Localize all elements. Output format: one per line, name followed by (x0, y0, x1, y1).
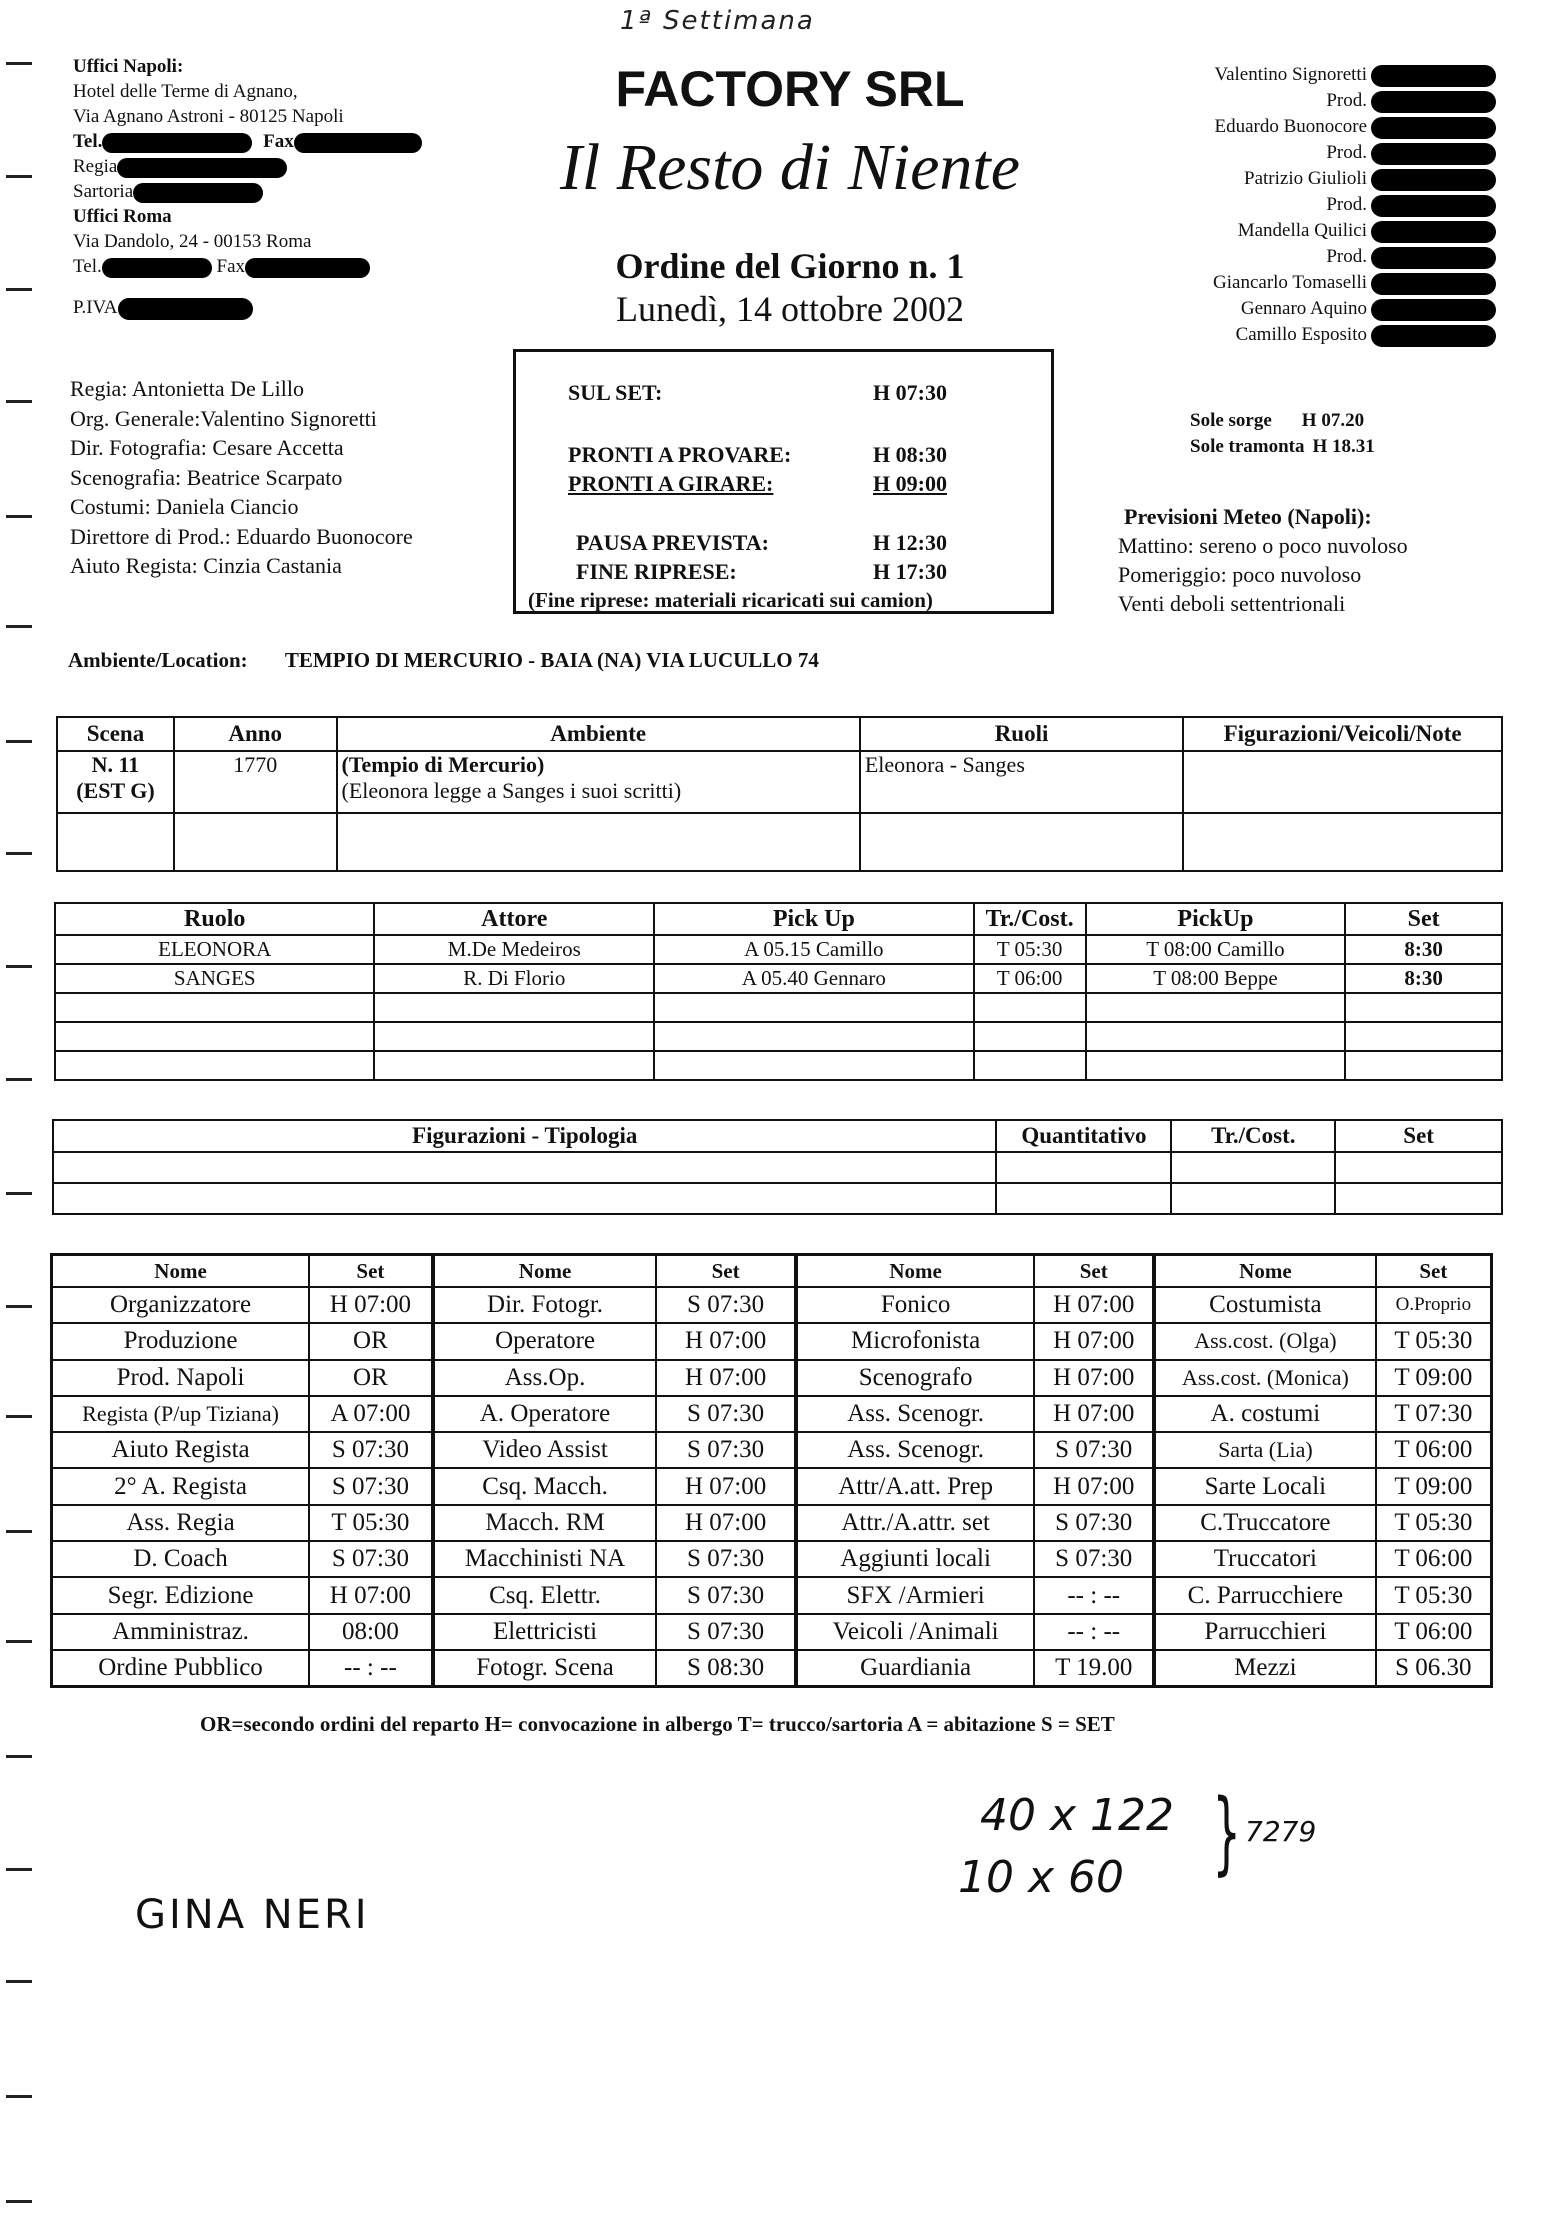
film-title: Il Resto di Niente (559, 131, 1021, 204)
year-cell: 1770 (174, 751, 337, 813)
crew-role-cell: Scenografo (796, 1360, 1034, 1396)
producers-contacts (1213, 62, 1496, 348)
cast-set-time: 8:30 (1345, 964, 1502, 993)
tel-label: Tel. (73, 256, 102, 277)
weather-afternoon: Pomeriggio: poco nuvoloso (1118, 562, 1362, 587)
roma-office-label: Uffici Roma (73, 206, 172, 227)
crew-call-time-cell: T 09:00 (1376, 1468, 1492, 1504)
column-header: Nome (52, 1255, 310, 1288)
handwritten-name: GINA NERI (135, 1892, 370, 1938)
cast-pickup: A 05.15 Camillo (654, 935, 974, 964)
sunrise-value: H 07.20 (1301, 410, 1365, 431)
column-header: Pick Up (654, 903, 974, 935)
column-header: Figurazioni - Tipologia (53, 1120, 996, 1152)
crew-call-time-cell: H 07:00 (656, 1360, 796, 1396)
crew-line: Aiuto Regista: Cinzia Castania (70, 553, 342, 578)
column-header: Tr./Cost. (1171, 1120, 1335, 1152)
table-row (52, 1287, 1492, 1323)
crew-role-cell: Macch. RM (433, 1505, 657, 1541)
crew-call-time-cell: OR (309, 1323, 433, 1359)
crew-call-time-cell: OR (309, 1360, 433, 1396)
redaction-bar (1371, 117, 1496, 139)
table-row (55, 964, 1502, 993)
table-row (52, 1360, 1492, 1396)
crew-line: Dir. Fotografia: Cesare Accetta (70, 435, 344, 460)
crew-line: Regia: Antonietta De Lillo (70, 376, 305, 401)
sunset-value: H 18.31 (1312, 436, 1375, 457)
cast-actor: M.De Medeiros (374, 935, 654, 964)
handwritten-brace-icon: } (1212, 1780, 1241, 1885)
wrap-note: (Fine riprese: materiali ricaricati sui camion) (528, 588, 933, 612)
key-crew-list (70, 374, 413, 581)
redaction-bar (245, 258, 370, 278)
contact-role: Prod. (1326, 90, 1367, 111)
crew-role-cell: Microfonista (796, 1323, 1034, 1359)
column-header: Tr./Cost. (974, 903, 1086, 935)
hotel-line: Hotel delle Terme di Agnano, (73, 81, 298, 102)
crew-call-time-cell: T 05:30 (1376, 1505, 1492, 1541)
crew-role-cell: Video Assist (433, 1432, 657, 1468)
time-value: H 12:30 (873, 530, 947, 555)
crew-call-time-cell: S 07:30 (656, 1287, 796, 1323)
crew-call-time-cell: S 07:30 (656, 1614, 796, 1650)
crew-role-cell: Aggiunti locali (796, 1541, 1034, 1577)
crew-line: Scenografia: Beatrice Scarpato (70, 464, 343, 490)
crew-role-cell: A. Operatore (433, 1396, 657, 1432)
crew-role-cell: Operatore (433, 1323, 657, 1359)
crew-call-time-cell: -- : -- (1034, 1577, 1154, 1613)
crew-call-time-cell: T 05:30 (309, 1505, 433, 1541)
location-line (68, 648, 819, 673)
crew-call-time-cell: S 07:30 (1034, 1432, 1154, 1468)
table-row (57, 813, 1502, 871)
table-row (55, 1022, 1502, 1051)
crew-role-cell: Amministraz. (52, 1614, 310, 1650)
column-header: Set (1376, 1255, 1492, 1288)
handwritten-top-note: 1ª Settimana (620, 6, 815, 36)
time-label: FINE RIPRESE: (576, 559, 737, 584)
sartoria-line (73, 179, 422, 204)
crew-role-cell: Veicoli /Animali (796, 1614, 1034, 1650)
redaction-bar (133, 183, 263, 203)
table-row (52, 1541, 1492, 1577)
column-header: Set (656, 1255, 796, 1288)
redaction-bar (118, 298, 253, 320)
handwritten-note-2: 10 x 60 (958, 1852, 1124, 1903)
extras-table (52, 1119, 1503, 1215)
location-value: TEMPIO DI MERCURIO - BAIA (NA) VIA LUCULLO 74 (284, 648, 819, 672)
crew-call-rows (52, 1287, 1492, 1687)
time-value: H 17:30 (873, 559, 947, 584)
redaction-bar (1371, 299, 1496, 321)
crew-role-cell: Mezzi (1154, 1650, 1376, 1687)
piva-line (73, 295, 422, 320)
environment-cell (337, 751, 860, 813)
table-row (52, 1614, 1492, 1650)
crew-call-time-cell: T 05:30 (1376, 1577, 1492, 1613)
sartoria-label: Sartoria (73, 181, 134, 202)
table-row (55, 1051, 1502, 1080)
crew-role-cell: Ass.cost. (Olga) (1154, 1323, 1376, 1359)
weather-title: Previsioni Meteo (Napoli): (1124, 504, 1372, 529)
contact-role: Prod. (1326, 246, 1367, 267)
schedule-box (513, 349, 1054, 614)
column-header: Ambiente (337, 717, 860, 751)
table-header-row (55, 903, 1502, 935)
redaction-bar (294, 133, 422, 153)
legend-line: OR=secondo ordini del reparto H= convocazione in albergo T= trucco/sartoria A = abitazione S = SET (200, 1712, 1115, 1736)
sunrise-label: Sole sorge (1190, 410, 1272, 431)
crew-line: Costumi: Daniela Ciancio (70, 494, 299, 519)
fax-label: Fax (216, 256, 245, 277)
crew-role-cell: Regista (P/up Tiziana) (52, 1396, 310, 1432)
column-header: Nome (1154, 1255, 1376, 1288)
crew-call-time-cell: H 07:00 (309, 1287, 433, 1323)
redaction-bar (1371, 143, 1496, 165)
crew-role-cell: SFX /Armieri (796, 1577, 1034, 1613)
crew-role-cell: Csq. Macch. (433, 1468, 657, 1504)
table-row (55, 993, 1502, 1022)
table-row (52, 1468, 1492, 1504)
crew-call-time-cell: H 07:00 (1034, 1468, 1154, 1504)
time-value: H 08:30 (873, 442, 947, 467)
crew-role-cell: Ass.Op. (433, 1360, 657, 1396)
crew-role-cell: Aiuto Regista (52, 1432, 310, 1468)
location-label: Ambiente/Location: (68, 648, 248, 672)
table-row (52, 1505, 1492, 1541)
crew-call-time-cell: H 07:00 (656, 1323, 796, 1359)
crew-call-time-cell: H 07:00 (1034, 1287, 1154, 1323)
crew-call-time-cell: H 07:00 (656, 1505, 796, 1541)
crew-line: Direttore di Prod.: Eduardo Buonocore (70, 523, 413, 549)
crew-role-cell: Produzione (52, 1323, 310, 1359)
time-label: SUL SET: (568, 380, 663, 405)
weather-wind: Venti deboli settentrionali (1118, 591, 1346, 616)
crew-call-time-cell: H 07:00 (309, 1577, 433, 1613)
notes-cell (1183, 751, 1502, 813)
crew-call-time-cell: S 07:30 (1034, 1541, 1154, 1577)
crew-call-time-cell: T 06:00 (1376, 1541, 1492, 1577)
crew-call-time-cell: S 07:30 (656, 1396, 796, 1432)
cast-actor: R. Di Florio (374, 964, 654, 993)
crew-role-cell: Ass. Regia (52, 1505, 310, 1541)
column-header: PickUp (1086, 903, 1346, 935)
redaction-bar (1371, 91, 1496, 113)
crew-role-cell: Truccatori (1154, 1541, 1376, 1577)
crew-call-time-cell: T 05:30 (1376, 1323, 1492, 1359)
crew-call-time-cell: T 09:00 (1376, 1360, 1492, 1396)
crew-role-cell: Ass.cost. (Monica) (1154, 1360, 1376, 1396)
handwritten-note-side: 7279 (1245, 1815, 1317, 1848)
sunset-label: Sole tramonta (1190, 436, 1305, 457)
cast-role: ELEONORA (55, 935, 374, 964)
weather-forecast (1118, 502, 1408, 618)
cast-set-time: 8:30 (1345, 935, 1502, 964)
crew-call-time-cell: T 06:00 (1376, 1614, 1492, 1650)
crew-role-cell: Parrucchieri (1154, 1614, 1376, 1650)
table-row (52, 1323, 1492, 1359)
column-header: Nome (433, 1255, 657, 1288)
table-row (52, 1577, 1492, 1613)
regia-line (73, 154, 422, 179)
crew-call-time-cell: T 19.00 (1034, 1650, 1154, 1687)
crew-call-time-cell: O.Proprio (1376, 1287, 1492, 1323)
crew-call-time-cell: S 07:30 (656, 1577, 796, 1613)
cast-role: SANGES (55, 964, 374, 993)
crew-role-cell: Ordine Pubblico (52, 1650, 310, 1687)
redaction-bar (102, 258, 212, 278)
column-header: Scena (57, 717, 174, 751)
crew-call-time-cell: -- : -- (1034, 1614, 1154, 1650)
table-row (55, 935, 1502, 964)
crew-call-time-cell: H 07:00 (1034, 1360, 1154, 1396)
column-header: Figurazioni/Veicoli/Note (1183, 717, 1502, 751)
column-header: Ruoli (860, 717, 1183, 751)
shoot-date: Lunedì, 14 ottobre 2002 (616, 289, 964, 329)
crew-call-time-cell: A 07:00 (309, 1396, 433, 1432)
scene-type: (EST G) (76, 778, 155, 803)
company-name: FACTORY SRL (615, 61, 965, 117)
scene-cell (57, 751, 174, 813)
redaction-bar (1371, 221, 1496, 243)
piva-label: P.IVA (73, 297, 118, 318)
redaction-bar (117, 158, 287, 178)
column-header: Ruolo (55, 903, 374, 935)
crew-role-cell: Fotogr. Scena (433, 1650, 657, 1687)
crew-call-time-cell: S 07:30 (1034, 1505, 1154, 1541)
cast-pickup: A 05.40 Gennaro (654, 964, 974, 993)
column-header: Set (1345, 903, 1502, 935)
crew-call-time-cell: T 06:00 (1376, 1432, 1492, 1468)
time-label: PRONTI A GIRARE: (568, 471, 774, 496)
crew-call-time-cell: -- : -- (309, 1650, 433, 1687)
crew-role-cell: Guardiania (796, 1650, 1034, 1687)
table-row (52, 1650, 1492, 1687)
contact-name: Camillo Esposito (1235, 324, 1367, 345)
crew-call-time-cell: S 06.30 (1376, 1650, 1492, 1687)
crew-role-cell: Organizzatore (52, 1287, 310, 1323)
crew-role-cell: Costumista (1154, 1287, 1376, 1323)
scene-number: N. 11 (91, 752, 140, 777)
weather-morning: Mattino: sereno o poco nuvoloso (1118, 533, 1408, 558)
crew-role-cell: Attr./A.attr. set (796, 1505, 1034, 1541)
contact-name: Valentino Signoretti (1214, 64, 1367, 85)
regia-label: Regia (73, 156, 118, 177)
tel-fax-roma (73, 254, 422, 279)
napoli-address: Via Agnano Astroni - 80125 Napoli (73, 106, 344, 127)
crew-call-table (50, 1253, 1493, 1688)
contact-role: Prod. (1326, 194, 1367, 215)
napoli-office-label: Uffici Napoli: (73, 56, 184, 77)
contact-name: Gennaro Aquino (1240, 298, 1367, 319)
redaction-bar (1371, 65, 1496, 87)
crew-role-cell: Segr. Edizione (52, 1577, 310, 1613)
redaction-bar (102, 133, 252, 153)
crew-call-time-cell: S 07:30 (656, 1541, 796, 1577)
redaction-bar (1371, 247, 1496, 269)
redaction-bar (1371, 325, 1496, 347)
column-header: Attore (374, 903, 654, 935)
crew-role-cell: Prod. Napoli (52, 1360, 310, 1396)
crew-call-time-cell: S 07:30 (309, 1541, 433, 1577)
redaction-bar (1371, 169, 1496, 191)
cast-table (54, 902, 1503, 1081)
time-value: H 09:00 (873, 471, 947, 496)
cast-pickup-set: T 08:00 Camillo (1086, 935, 1346, 964)
crew-role-cell: 2° A. Regista (52, 1468, 310, 1504)
column-header: Quantitativo (996, 1120, 1171, 1152)
table-header-row (52, 1255, 1492, 1288)
crew-role-cell: D. Coach (52, 1541, 310, 1577)
crew-role-cell: Sarta (Lia) (1154, 1432, 1376, 1468)
environment-description: (Eleonora legge a Sanges i suoi scritti) (341, 778, 682, 803)
handwritten-note-1: 40 x 122 (980, 1790, 1174, 1841)
crew-call-time-cell: T 07:30 (1376, 1396, 1492, 1432)
crew-call-time-cell: 08:00 (309, 1614, 433, 1650)
contact-name: Giancarlo Tomaselli (1213, 272, 1367, 293)
table-header-row (53, 1120, 1502, 1152)
contact-name: Mandella Quilici (1237, 220, 1367, 241)
time-label: PRONTI A PROVARE: (568, 442, 792, 467)
redaction-bar (1371, 195, 1496, 217)
redaction-bar (1371, 273, 1496, 295)
table-header-row (57, 717, 1502, 751)
crew-role-cell: Dir. Fotogr. (433, 1287, 657, 1323)
crew-role-cell: Attr/A.att. Prep (796, 1468, 1034, 1504)
column-header: Set (309, 1255, 433, 1288)
header-offices (73, 54, 422, 320)
crew-role-cell: Fonico (796, 1287, 1034, 1323)
scene-table (56, 716, 1503, 872)
column-header: Set (1335, 1120, 1502, 1152)
crew-role-cell: A. costumi (1154, 1396, 1376, 1432)
crew-call-time-cell: S 07:30 (309, 1468, 433, 1504)
roma-address: Via Dandolo, 24 - 00153 Roma (73, 231, 312, 252)
crew-call-time-cell: H 07:00 (1034, 1323, 1154, 1359)
table-row (52, 1432, 1492, 1468)
column-header: Nome (796, 1255, 1034, 1288)
tel-label: Tel. (73, 131, 103, 152)
table-row (57, 751, 1502, 813)
call-sheet-number: Ordine del Giorno n. 1 (615, 246, 965, 286)
table-row (52, 1396, 1492, 1432)
crew-call-time-cell: S 07:30 (309, 1432, 433, 1468)
sun-times (1190, 408, 1375, 460)
crew-call-time-cell: S 08:30 (656, 1650, 796, 1687)
contact-name: Patrizio Giulioli (1244, 168, 1367, 189)
contact-name: Eduardo Buonocore (1214, 116, 1367, 137)
roles-cell: Eleonora - Sanges (860, 751, 1183, 813)
crew-call-time-cell: H 07:00 (1034, 1396, 1154, 1432)
crew-role-cell: Elettricisti (433, 1614, 657, 1650)
crew-role-cell: C.Truccatore (1154, 1505, 1376, 1541)
environment-title: (Tempio di Mercurio) (341, 752, 545, 777)
crew-role-cell: Csq. Elettr. (433, 1577, 657, 1613)
time-value: H 07:30 (873, 380, 947, 405)
fax-label: Fax (263, 131, 294, 152)
crew-line: Org. Generale:Valentino Signoretti (70, 405, 377, 431)
time-label: PAUSA PREVISTA: (576, 530, 769, 555)
table-row (53, 1152, 1502, 1183)
cast-makeup: T 05:30 (974, 935, 1086, 964)
table-row (53, 1183, 1502, 1214)
crew-call-time-cell: H 07:00 (656, 1468, 796, 1504)
crew-role-cell: Ass. Scenogr. (796, 1432, 1034, 1468)
crew-role-cell: Ass. Scenogr. (796, 1396, 1034, 1432)
crew-call-time-cell: S 07:30 (656, 1432, 796, 1468)
crew-role-cell: Sarte Locali (1154, 1468, 1376, 1504)
column-header: Anno (174, 717, 337, 751)
tel-fax-napoli (73, 129, 422, 154)
crew-role-cell: C. Parrucchiere (1154, 1577, 1376, 1613)
crew-role-cell: Macchinisti NA (433, 1541, 657, 1577)
cast-pickup-set: T 08:00 Beppe (1086, 964, 1346, 993)
column-header: Set (1034, 1255, 1154, 1288)
contact-role: Prod. (1326, 142, 1367, 163)
cast-makeup: T 06:00 (974, 964, 1086, 993)
